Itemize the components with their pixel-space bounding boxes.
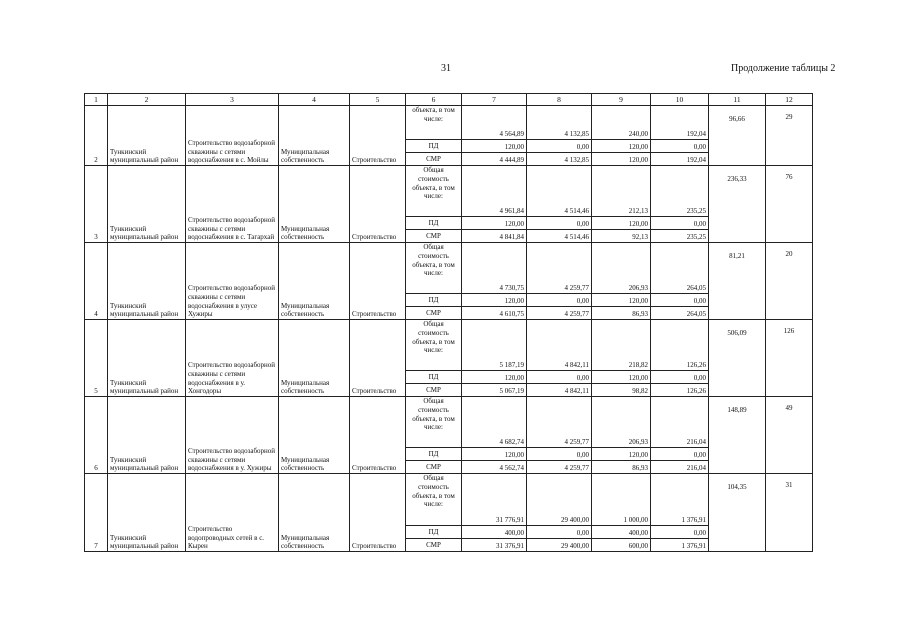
table-row	[85, 320, 813, 371]
object-name-cell: Строительство водозаборной скважины с сетями водоснабжения в у. Хонгодоры	[186, 320, 279, 397]
work-type-cell: Строительство	[350, 106, 406, 166]
object-name-cell: Строительство водозаборной скважины с сетями водоснабжения в у. Хужиры	[186, 397, 279, 474]
object-name-cell: Строительство водопроводных сетей в с. Кырен	[186, 474, 279, 552]
value-cell-8: 0,00	[527, 448, 592, 461]
value-cell-11: 148,89	[709, 397, 766, 474]
column-number-row	[85, 94, 813, 106]
value-cell-9: 120,00	[592, 371, 651, 384]
value-cell-9: 240,00	[592, 106, 651, 140]
column-number: 1	[85, 94, 108, 106]
value-cell-8: 29 400,00	[527, 539, 592, 552]
column-number: 7	[462, 94, 527, 106]
value-cell-9: 86,93	[592, 461, 651, 474]
table-body	[85, 94, 813, 552]
cost-label-cell: ПД	[406, 294, 462, 307]
value-cell-10: 0,00	[651, 140, 709, 153]
value-cell-9: 218,82	[592, 320, 651, 371]
value-cell-8: 4 132,85	[527, 153, 592, 166]
value-cell-8: 4 259,77	[527, 307, 592, 320]
cost-label-cell: СМР	[406, 307, 462, 320]
cost-label-cell: объекта, в том числе:	[406, 106, 462, 140]
cost-label-cell: Общая стоимость объекта, в том числе:	[406, 243, 462, 294]
work-type-cell: Строительство	[350, 397, 406, 474]
district-cell: Тункинский муниципальный район	[108, 166, 186, 243]
value-cell-9: 212,13	[592, 166, 651, 217]
cost-label-cell: ПД	[406, 448, 462, 461]
row-number-cell: 6	[85, 397, 108, 474]
table-row	[85, 243, 813, 294]
value-cell-11: 81,21	[709, 243, 766, 320]
value-cell-8: 4 514,46	[527, 166, 592, 217]
column-number: 10	[651, 94, 709, 106]
value-cell-8: 0,00	[527, 371, 592, 384]
value-cell-10: 0,00	[651, 217, 709, 230]
value-cell-7: 120,00	[462, 217, 527, 230]
value-cell-9: 120,00	[592, 153, 651, 166]
value-cell-11: 96,66	[709, 106, 766, 166]
cost-label-cell: ПД	[406, 140, 462, 153]
page-number: 31	[441, 63, 451, 74]
column-number: 9	[592, 94, 651, 106]
district-cell: Тункинский муниципальный район	[108, 397, 186, 474]
value-cell-7: 120,00	[462, 448, 527, 461]
value-cell-7: 31 376,91	[462, 539, 527, 552]
value-cell-7: 4 444,89	[462, 153, 527, 166]
table-row	[85, 474, 813, 526]
ownership-cell: Муниципальная собственность	[279, 243, 350, 320]
value-cell-9: 98,82	[592, 384, 651, 397]
value-cell-10: 0,00	[651, 448, 709, 461]
work-type-cell: Строительство	[350, 320, 406, 397]
column-number: 12	[766, 94, 813, 106]
value-cell-8: 4 514,46	[527, 230, 592, 243]
value-cell-12: 31	[766, 474, 813, 552]
value-cell-8: 0,00	[527, 217, 592, 230]
cost-label-cell: ПД	[406, 217, 462, 230]
district-cell: Тункинский муниципальный район	[108, 243, 186, 320]
value-cell-7: 4 562,74	[462, 461, 527, 474]
value-cell-7: 4 841,84	[462, 230, 527, 243]
cost-label-cell: Общая стоимость объекта, в том числе:	[406, 474, 462, 526]
value-cell-10: 235,25	[651, 230, 709, 243]
ownership-cell: Муниципальная собственность	[279, 320, 350, 397]
ownership-cell: Муниципальная собственность	[279, 397, 350, 474]
value-cell-7: 4 610,75	[462, 307, 527, 320]
cost-label-cell: Общая стоимость объекта, в том числе:	[406, 166, 462, 217]
value-cell-7: 120,00	[462, 371, 527, 384]
work-type-cell: Строительство	[350, 243, 406, 320]
cost-label-cell: СМР	[406, 384, 462, 397]
column-number: 6	[406, 94, 462, 106]
value-cell-10: 235,25	[651, 166, 709, 217]
value-cell-7: 400,00	[462, 526, 527, 539]
row-number-cell: 7	[85, 474, 108, 552]
value-cell-7: 5 187,19	[462, 320, 527, 371]
value-cell-7: 4 961,84	[462, 166, 527, 217]
column-number: 4	[279, 94, 350, 106]
value-cell-8: 29 400,00	[527, 474, 592, 526]
value-cell-7: 31 776,91	[462, 474, 527, 526]
value-cell-9: 120,00	[592, 448, 651, 461]
column-number: 11	[709, 94, 766, 106]
work-type-cell: Строительство	[350, 166, 406, 243]
table-continuation-label: Продолжение таблицы 2	[731, 63, 836, 74]
value-cell-8: 4 842,11	[527, 384, 592, 397]
value-cell-9: 86,93	[592, 307, 651, 320]
value-cell-10: 192,04	[651, 153, 709, 166]
value-cell-7: 4 730,75	[462, 243, 527, 294]
object-name-cell: Строительство водозаборной скважины с сетями водоснабжения в с. Мойлы	[186, 106, 279, 166]
data-table	[84, 93, 813, 552]
cost-label-cell: Общая стоимость объекта, в том числе:	[406, 320, 462, 371]
table-row	[85, 397, 813, 448]
value-cell-10: 126,26	[651, 320, 709, 371]
value-cell-9: 120,00	[592, 294, 651, 307]
value-cell-8: 4 842,11	[527, 320, 592, 371]
cost-label-cell: СМР	[406, 461, 462, 474]
row-number-cell: 2	[85, 106, 108, 166]
work-type-cell: Строительство	[350, 474, 406, 552]
district-cell: Тункинский муниципальный район	[108, 320, 186, 397]
value-cell-10: 0,00	[651, 526, 709, 539]
value-cell-7: 4 564,89	[462, 106, 527, 140]
table-row	[85, 106, 813, 140]
value-cell-10: 192,04	[651, 106, 709, 140]
row-number-cell: 3	[85, 166, 108, 243]
object-name-cell: Строительство водозаборной скважины с сетями водоснабжения в с. Тагархай	[186, 166, 279, 243]
cost-label-cell: СМР	[406, 230, 462, 243]
value-cell-10: 264,05	[651, 243, 709, 294]
value-cell-10: 216,04	[651, 397, 709, 448]
value-cell-8: 0,00	[527, 294, 592, 307]
ownership-cell: Муниципальная собственность	[279, 106, 350, 166]
value-cell-9: 120,00	[592, 140, 651, 153]
value-cell-12: 76	[766, 166, 813, 243]
value-cell-8: 0,00	[527, 140, 592, 153]
row-number-cell: 5	[85, 320, 108, 397]
value-cell-11: 236,33	[709, 166, 766, 243]
value-cell-12: 49	[766, 397, 813, 474]
cost-label-cell: ПД	[406, 526, 462, 539]
value-cell-10: 126,26	[651, 384, 709, 397]
column-number: 3	[186, 94, 279, 106]
district-cell: Тункинский муниципальный район	[108, 106, 186, 166]
ownership-cell: Муниципальная собственность	[279, 166, 350, 243]
value-cell-12: 126	[766, 320, 813, 397]
value-cell-8: 4 259,77	[527, 461, 592, 474]
column-number: 5	[350, 94, 406, 106]
value-cell-9: 206,93	[592, 243, 651, 294]
value-cell-9: 600,00	[592, 539, 651, 552]
value-cell-8: 4 259,77	[527, 243, 592, 294]
value-cell-7: 4 682,74	[462, 397, 527, 448]
cost-label-cell: СМР	[406, 539, 462, 552]
value-cell-7: 5 067,19	[462, 384, 527, 397]
value-cell-12: 29	[766, 106, 813, 166]
value-cell-8: 4 259,77	[527, 397, 592, 448]
cost-label-cell: СМР	[406, 153, 462, 166]
value-cell-9: 206,93	[592, 397, 651, 448]
table-row	[85, 166, 813, 217]
value-cell-10: 264,05	[651, 307, 709, 320]
cost-label-cell: ПД	[406, 371, 462, 384]
value-cell-9: 120,00	[592, 217, 651, 230]
value-cell-10: 0,00	[651, 371, 709, 384]
value-cell-10: 216,04	[651, 461, 709, 474]
value-cell-10: 0,00	[651, 294, 709, 307]
column-number: 8	[527, 94, 592, 106]
district-cell: Тункинский муниципальный район	[108, 474, 186, 552]
value-cell-12: 20	[766, 243, 813, 320]
object-name-cell: Строительство водозаборной скважины с сетями водоснабжения в улусе Хужиры	[186, 243, 279, 320]
value-cell-11: 506,09	[709, 320, 766, 397]
value-cell-9: 1 000,00	[592, 474, 651, 526]
value-cell-9: 400,00	[592, 526, 651, 539]
cost-label-cell: Общая стоимость объекта, в том числе:	[406, 397, 462, 448]
column-number: 2	[108, 94, 186, 106]
value-cell-11: 104,35	[709, 474, 766, 552]
ownership-cell: Муниципальная собственность	[279, 474, 350, 552]
value-cell-8: 0,00	[527, 526, 592, 539]
value-cell-10: 1 376,91	[651, 539, 709, 552]
value-cell-7: 120,00	[462, 294, 527, 307]
value-cell-9: 92,13	[592, 230, 651, 243]
row-number-cell: 4	[85, 243, 108, 320]
value-cell-7: 120,00	[462, 140, 527, 153]
value-cell-8: 4 132,85	[527, 106, 592, 140]
value-cell-10: 1 376,91	[651, 474, 709, 526]
